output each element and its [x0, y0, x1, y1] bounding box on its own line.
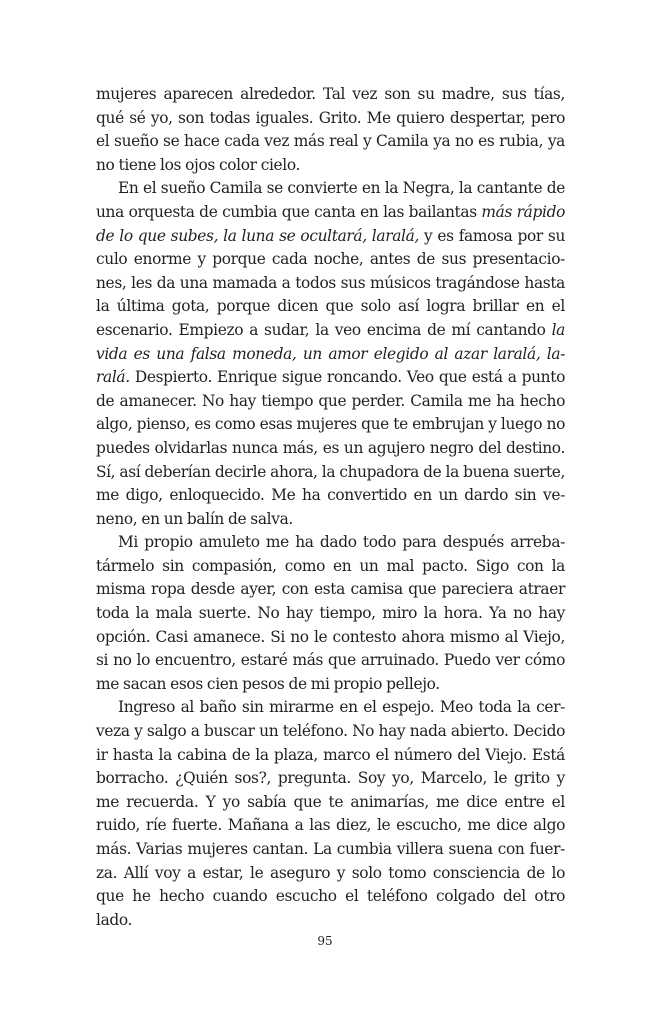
text-run: y es famosa por su	[424, 226, 566, 245]
text-line: veza y salgo a buscar un teléfono. No hay nada abierto. Decido	[96, 722, 565, 741]
text-line	[96, 319, 565, 343]
text-line: puedes olvidarlas nunca más, es un agujero negro del destino.	[96, 438, 565, 457]
text-line: la última gota, porque dicen que solo así logra brillar en el	[96, 297, 565, 316]
text-run: escenario. Empiezo a sudar, la veo encima de mí cantando	[96, 320, 546, 339]
page-number: 95	[317, 934, 333, 948]
italic-lyric: vida es una falsa moneda, un amor elegido al azar laralá, la-	[96, 344, 565, 363]
text-line: opción. Casi amanece. Si no le contesto ahora mismo al Viejo,	[96, 627, 565, 646]
text-line: que he hecho cuando escucho el teléfono colgado del otro	[96, 887, 565, 906]
italic-lyric: de lo que subes, la luna se ocultará, laralá,	[96, 226, 419, 245]
paragraph-start-line: Mi propio amuleto me ha dado todo para después arreba-	[118, 533, 565, 552]
text-line	[96, 201, 565, 225]
text-line: qué sé yo, son todas iguales. Grito. Me quiero despertar, pero	[96, 108, 565, 127]
body-text	[96, 83, 565, 932]
text-line: neno, en un balín de salva.	[96, 509, 293, 528]
text-line: más. Varias mujeres cantan. La cumbia villera suena con fuer-	[96, 840, 565, 858]
text-line: me sacan esos cien pesos de mi propio pellejo.	[96, 674, 440, 693]
italic-lyric: la	[551, 320, 566, 339]
paragraph-start-line: Ingreso al baño sin mirarme en el espejo. Meo toda la cer-	[118, 698, 565, 717]
text-line: tármelo sin compasión, como en un mal pacto. Sigo con la	[96, 556, 565, 575]
text-line: toda la mala suerte. No hay tiempo, miro la hora. Ya no hay	[96, 604, 565, 623]
text-line	[96, 366, 565, 390]
text-line: si no lo encuentro, estaré más que arruinado. Puedo ver cómo	[96, 651, 565, 670]
text-line: Sí, así deberían decirle ahora, la chupadora de la buena suerte,	[96, 462, 565, 481]
text-line: misma ropa desde ayer, con esta camisa que pareciera atraer	[96, 580, 565, 599]
text-run: una orquesta de cumbia que canta en las bailantas	[96, 202, 477, 221]
text-line: me digo, enloquecido. Me ha convertido en un dardo sin ve-	[96, 486, 565, 505]
text-line: mujeres aparecen alrededor. Tal vez son su madre, sus tías,	[96, 85, 565, 103]
text-line: me recuerda. Y yo sabía que te animarías, me dice entre el	[96, 792, 565, 811]
italic-lyric: más rápido	[481, 202, 565, 221]
italic-lyric: ralá.	[96, 368, 130, 387]
text-line: borracho. ¿Quién sos?, pregunta. Soy yo, Marcelo, le grito y	[96, 769, 565, 788]
text-line: lado.	[96, 910, 133, 929]
text-line: ir hasta la cabina de la plaza, marco el número del Viejo. Está	[96, 745, 565, 764]
text-line: el sueño se hace cada vez más real y Camila ya no es rubia, ya	[96, 132, 565, 151]
text-line: de amanecer. No hay tiempo que perder. Camila me ha hecho	[96, 391, 565, 410]
text-line: no tiene los ojos color cielo.	[96, 155, 301, 174]
text-line: nes, les da una mamada a todos sus músicos tragándose hasta	[96, 273, 565, 292]
text-line	[96, 225, 565, 249]
text-run: Despierto. Enrique sigue roncando. Veo que está a punto	[134, 368, 565, 387]
text-line: culo enorme y porque cada noche, antes de sus presentacio-	[96, 250, 565, 269]
text-line: za. Allí voy a estar, le aseguro y solo tomo consciencia de lo	[96, 863, 565, 882]
text-line: ruido, ríe fuerte. Mañana a las diez, le escucho, me dice algo	[96, 816, 565, 835]
paragraph-start-line: En el sueño Camila se convierte en la Negra, la cantante de	[118, 179, 565, 198]
text-line	[96, 343, 565, 367]
text-line: algo, pienso, es como esas mujeres que te embrujan y luego no	[96, 415, 565, 434]
